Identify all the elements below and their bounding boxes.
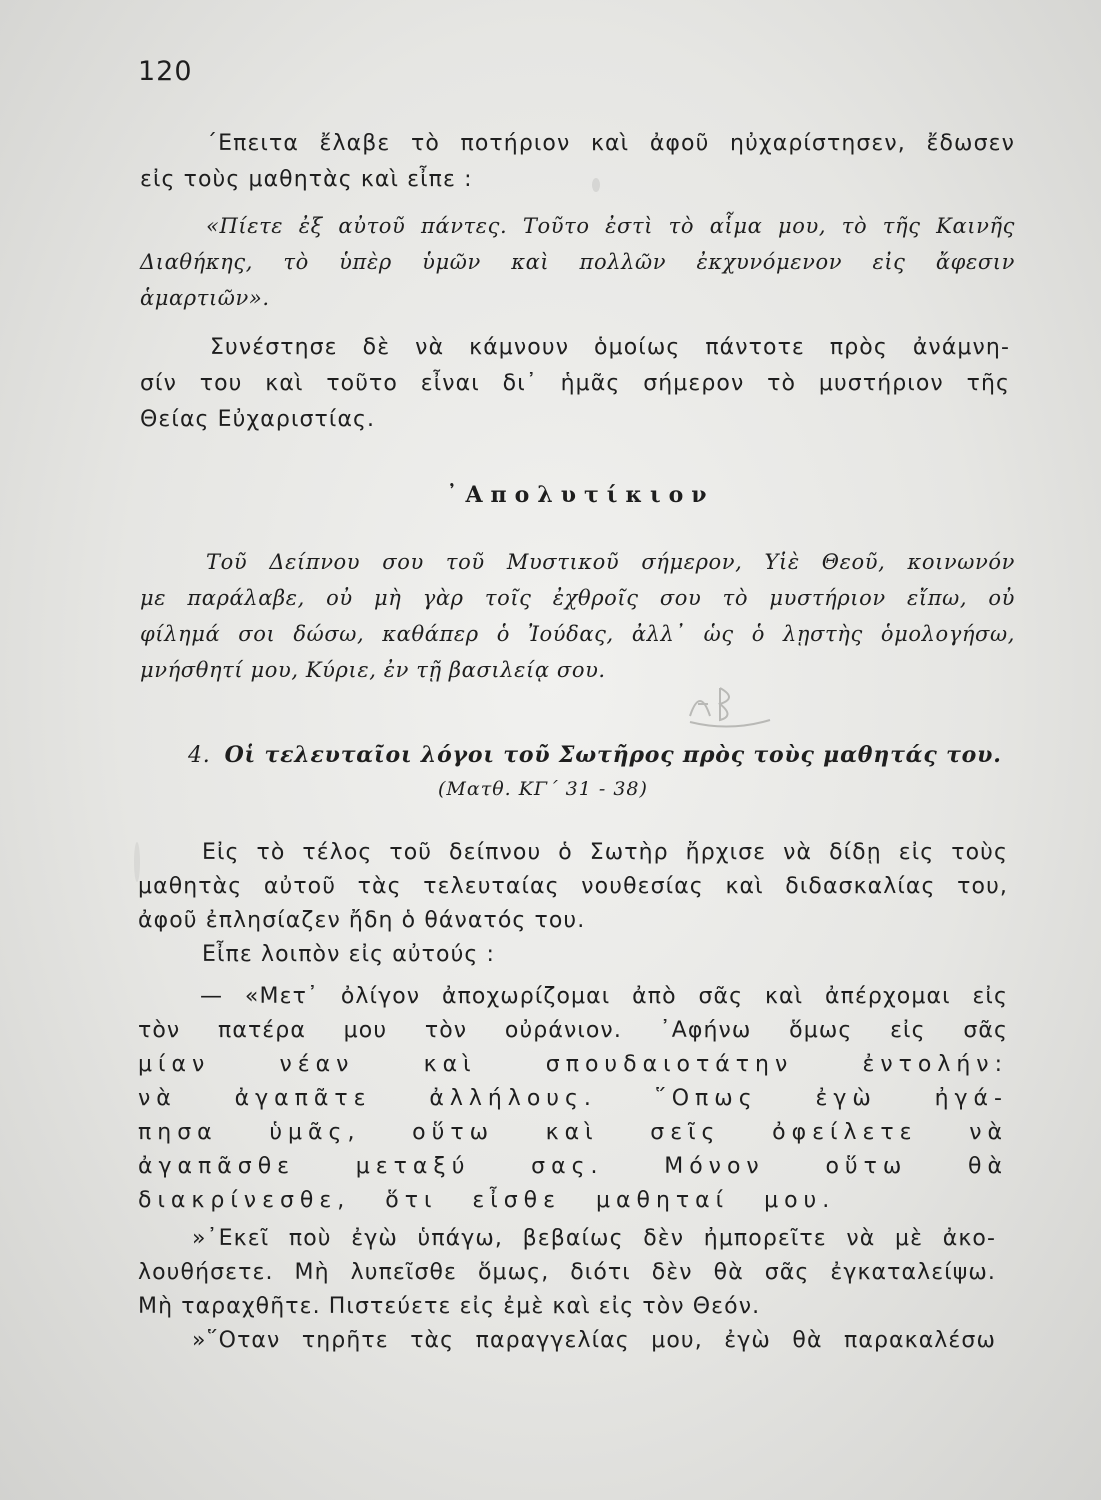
section-title: Οἱ τελευταῖοι λόγοι τοῦ Σωτῆρος πρὸς τοὺς μαθητάς του. bbox=[224, 742, 1002, 768]
text-line: Διαθήκης, τὸ ὑπὲρ ὑμῶν καὶ πολλῶν ἐκχυνόμενον εἰς ἄφεσιν bbox=[140, 250, 1015, 274]
text-line: τὸν πατέρα μου τὸν οὐράνιον. ᾿Αφήνω ὅμως εἰς σᾶς bbox=[138, 1018, 1008, 1043]
text-line: ἁμαρτιῶν». bbox=[140, 286, 270, 310]
text-line: ἀφοῦ ἐπλησίαζεν ἤδη ὁ θάνατός του. bbox=[138, 908, 586, 933]
paragraph-new-commandment bbox=[138, 980, 1008, 1218]
text-line: φίλημά σοι δώσω, καθάπερ ὁ Ἰούδας, ἀλλ᾽ ὡς ὁ λῃστὴς ὁμολογήσω, bbox=[140, 622, 1015, 646]
text-line: εἰς τοὺς μαθητὰς καὶ εἶπε : bbox=[140, 167, 473, 192]
text-line: με παράλαβε, οὐ μὴ γὰρ τοῖς ἐχθροῖς σου τὸ μυστήριον εἴπω, οὐ bbox=[140, 586, 1015, 610]
text-line: — «Μετ᾽ ὀλίγον ἀποχωρίζομαι ἀπὸ σᾶς καὶ ἀπέρχομαι εἰς bbox=[200, 984, 1008, 1009]
text-line: »῞Οταν τηρῆτε τὰς παραγγελίας μου, ἐγὼ θὰ παρακαλέσω bbox=[192, 1328, 996, 1353]
text-line: ἀγαπᾶσθε μεταξύ σας. Μόνον οὕτω θὰ bbox=[138, 1154, 1008, 1179]
quote-blood bbox=[140, 208, 1015, 316]
section-number: 4. bbox=[188, 743, 211, 768]
text-line: λουθήσετε. Μὴ λυπεῖσθε ὅμως, διότι δὲν θὰ σᾶς ἐγκαταλείψω. bbox=[138, 1260, 996, 1285]
paragraph-cup bbox=[140, 126, 1015, 198]
text-line: «Πίετε ἐξ αὐτοῦ πάντες. Τοῦτο ἐστὶ τὸ αἷμα μου, τὸ τῆς Καινῆς bbox=[206, 214, 1015, 238]
text-line: πησα ὑμᾶς, οὕτω καὶ σεῖς ὀφείλετε νὰ bbox=[138, 1120, 1008, 1145]
text-line: Εἰς τὸ τέλος τοῦ δείπνου ὁ Σωτὴρ ἤρχισε νὰ δίδῃ εἰς τοὺς bbox=[202, 840, 1008, 865]
section-title-apolytikion: ᾿Απολυτίκιον bbox=[446, 482, 715, 508]
page-number: 120 bbox=[138, 56, 193, 87]
text-line: μνήσθητί μου, Κύριε, ἐν τῇ βασιλείᾳ σου. bbox=[140, 658, 606, 682]
scripture-reference: (Ματθ. ΚΓ΄ 31 - 38) bbox=[438, 778, 648, 800]
text-line: μίαν νέαν καὶ σπουδαιοτάτην ἐντολήν: bbox=[138, 1052, 1008, 1077]
text-line: »᾿Εκεῖ ποὺ ἐγὼ ὑπάγω, βεβαίως δὲν ἠμπορεῖτε νὰ μὲ ἀκο- bbox=[192, 1226, 996, 1251]
text-line: ΄Επειτα ἔλαβε τὸ ποτήριον καὶ ἀφοῦ ηὐχαρίστησεν, ἔδωσεν bbox=[206, 131, 1015, 156]
section-heading bbox=[188, 742, 1002, 768]
pencil-mark-icon bbox=[680, 676, 790, 736]
paper-smudge bbox=[592, 178, 600, 192]
text-line: Εἶπε λοιπὸν εἰς αὐτούς : bbox=[202, 942, 496, 967]
text-line: Συνέστησε δὲ νὰ κάμνουν ὁμοίως πάντοτε πρὸς ἀνάμνη- bbox=[210, 335, 1010, 360]
text-line: Θείας Εὐχαριστίας. bbox=[140, 407, 376, 432]
paragraph-remembrance bbox=[140, 330, 1010, 438]
text-line: διακρίνεσθε, ὅτι εἶσθε μαθηταί μου. bbox=[138, 1188, 836, 1213]
apolytikion-text bbox=[140, 544, 1015, 688]
text-line: νὰ ἀγαπᾶτε ἀλλήλους. ῞Οπως ἐγὼ ἠγά- bbox=[138, 1086, 1008, 1111]
paper-smudge bbox=[134, 842, 140, 882]
text-line: Μὴ ταραχθῆτε. Πιστεύετε εἰς ἐμὲ καὶ εἰς τὸν Θεόν. bbox=[138, 1294, 761, 1319]
text-line: μαθητὰς αὐτοῦ τὰς τελευταίας νουθεσίας καὶ διδασκαλίας του, bbox=[138, 874, 1008, 899]
paragraph-where-i-go bbox=[138, 1222, 996, 1358]
paragraph-last-teachings bbox=[138, 836, 1008, 972]
text-line: Τοῦ Δείπνου σου τοῦ Μυστικοῦ σήμερον, Υἱὲ Θεοῦ, κοινωνόν bbox=[206, 550, 1015, 574]
text-line: σίν του καὶ τοῦτο εἶναι δι᾽ ἡμᾶς σήμερον τὸ μυστήριον τῆς bbox=[140, 371, 1010, 396]
